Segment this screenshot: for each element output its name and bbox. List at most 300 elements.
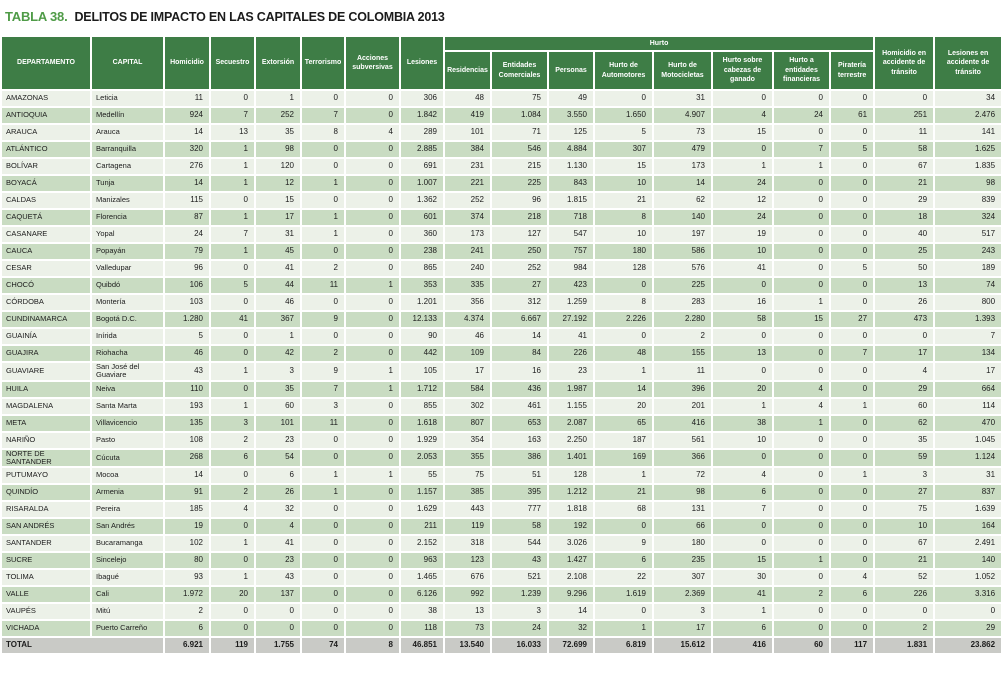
cell-acciones-subversivas: 0	[346, 176, 399, 191]
cell-homicidio: 103	[165, 295, 209, 310]
cell-hurto-residencias: 807	[445, 416, 490, 431]
cell-lesiones-accidente-transito: 114	[935, 399, 1001, 414]
cell-acciones-subversivas: 0	[346, 244, 399, 259]
cell-departamento: SUCRE	[2, 553, 90, 568]
cell-hurto-automotores: 8	[595, 210, 652, 225]
table-row	[2, 295, 1001, 310]
cell-secuestro: 2	[211, 485, 254, 500]
cell-lesiones: 289	[401, 125, 443, 140]
cell-lesiones-accidente-transito: 1.835	[935, 159, 1001, 174]
table-row	[2, 519, 1001, 534]
table-number-label: TABLA 38.	[5, 9, 68, 24]
cell-hurto-personas: 23	[549, 363, 593, 380]
cell-homicidio-accidente-transito: 21	[875, 176, 933, 191]
cell-homicidio: 19	[165, 519, 209, 534]
cell-hurto-entidades-financieras: 0	[774, 278, 829, 293]
cell-homicidio-accidente-transito: 60	[875, 399, 933, 414]
cell-homicidio-accidente-transito: 27	[875, 485, 933, 500]
cell-acciones-subversivas: 0	[346, 416, 399, 431]
cell-capital: Ibagué	[92, 570, 163, 585]
cell-homicidio-accidente-transito: 29	[875, 382, 933, 397]
cell-pirateria-terrestre: 27	[831, 312, 873, 327]
cell-homicidio: 24	[165, 227, 209, 242]
cell-acciones-subversivas: 0	[346, 329, 399, 344]
cell-homicidio: 14	[165, 176, 209, 191]
cell-extorsion: 4	[256, 519, 300, 534]
cell-terrorismo: 1	[302, 210, 344, 225]
cell-capital: Mocoa	[92, 468, 163, 483]
cell-hurto-motocicletas: 225	[654, 278, 711, 293]
cell-hurto-entidades-financieras: 0	[774, 485, 829, 500]
cell-homicidio-accidente-transito: 62	[875, 416, 933, 431]
cell-homicidio-accidente-transito: 58	[875, 142, 933, 157]
cell-acciones-subversivas: 0	[346, 312, 399, 327]
total-homicidio: 6.921	[165, 638, 209, 653]
table-title	[0, 0, 1001, 26]
cell-extorsion: 252	[256, 108, 300, 123]
cell-terrorismo: 1	[302, 485, 344, 500]
cell-homicidio: 276	[165, 159, 209, 174]
total-hurto-motocicletas: 15.612	[654, 638, 711, 653]
table-row	[2, 125, 1001, 140]
cell-lesiones-accidente-transito: 517	[935, 227, 1001, 242]
cell-capital: Santa Marta	[92, 399, 163, 414]
cell-hurto-cabezas-ganado: 4	[713, 108, 772, 123]
col-header-homicidio: Homicidio	[165, 37, 209, 89]
cell-lesiones: 601	[401, 210, 443, 225]
cell-hurto-entidades-financieras: 0	[774, 604, 829, 619]
cell-pirateria-terrestre: 0	[831, 91, 873, 106]
cell-secuestro: 0	[211, 621, 254, 636]
cell-extorsion: 35	[256, 125, 300, 140]
cell-hurto-automotores: 9	[595, 536, 652, 551]
cell-hurto-entidades-financieras: 0	[774, 502, 829, 517]
table-row	[2, 261, 1001, 276]
total-acciones-subversivas: 8	[346, 638, 399, 653]
cell-extorsion: 43	[256, 570, 300, 585]
cell-capital: Pereira	[92, 502, 163, 517]
cell-lesiones-accidente-transito: 164	[935, 519, 1001, 534]
cell-secuestro: 6	[211, 450, 254, 467]
table-body	[2, 91, 1001, 653]
cell-hurto-entidades-comerciales: 521	[492, 570, 547, 585]
cell-capital: Mitú	[92, 604, 163, 619]
total-label: TOTAL	[2, 638, 163, 653]
cell-hurto-entidades-comerciales: 252	[492, 261, 547, 276]
table-row	[2, 363, 1001, 380]
cell-pirateria-terrestre: 61	[831, 108, 873, 123]
cell-hurto-entidades-comerciales: 16	[492, 363, 547, 380]
cell-hurto-motocicletas: 14	[654, 176, 711, 191]
cell-homicidio: 79	[165, 244, 209, 259]
cell-departamento: SAN ANDRÉS	[2, 519, 90, 534]
cell-lesiones-accidente-transito: 1.052	[935, 570, 1001, 585]
cell-hurto-motocicletas: 197	[654, 227, 711, 242]
cell-hurto-entidades-comerciales: 218	[492, 210, 547, 225]
cell-hurto-entidades-comerciales: 1.239	[492, 587, 547, 602]
total-homicidio-accidente-transito: 1.831	[875, 638, 933, 653]
cell-homicidio: 268	[165, 450, 209, 467]
table-row	[2, 604, 1001, 619]
cell-homicidio: 924	[165, 108, 209, 123]
cell-departamento: PUTUMAYO	[2, 468, 90, 483]
cell-terrorismo: 0	[302, 450, 344, 467]
cell-hurto-entidades-financieras: 1	[774, 553, 829, 568]
cell-terrorismo: 0	[302, 244, 344, 259]
cell-extorsion: 12	[256, 176, 300, 191]
col-header-hurto-residencias: Residencias	[445, 52, 490, 89]
col-header-secuestro: Secuestro	[211, 37, 254, 89]
cell-departamento: CUNDINAMARCA	[2, 312, 90, 327]
cell-hurto-personas: 2.087	[549, 416, 593, 431]
cell-homicidio-accidente-transito: 3	[875, 468, 933, 483]
cell-homicidio: 320	[165, 142, 209, 157]
cell-hurto-residencias: 302	[445, 399, 490, 414]
total-hurto-entidades-financieras: 60	[774, 638, 829, 653]
cell-lesiones: 211	[401, 519, 443, 534]
cell-acciones-subversivas: 1	[346, 468, 399, 483]
cell-hurto-residencias: 318	[445, 536, 490, 551]
cell-extorsion: 3	[256, 363, 300, 380]
cell-hurto-motocicletas: 73	[654, 125, 711, 140]
cell-acciones-subversivas: 0	[346, 621, 399, 636]
cell-hurto-entidades-financieras: 0	[774, 227, 829, 242]
cell-hurto-automotores: 169	[595, 450, 652, 467]
cell-secuestro: 1	[211, 570, 254, 585]
table-row	[2, 570, 1001, 585]
cell-pirateria-terrestre: 7	[831, 346, 873, 361]
cell-homicidio-accidente-transito: 251	[875, 108, 933, 123]
cell-lesiones: 1.929	[401, 433, 443, 448]
cell-homicidio-accidente-transito: 35	[875, 433, 933, 448]
cell-hurto-automotores: 2.226	[595, 312, 652, 327]
cell-terrorismo: 1	[302, 227, 344, 242]
cell-pirateria-terrestre: 0	[831, 519, 873, 534]
cell-hurto-entidades-financieras: 0	[774, 346, 829, 361]
cell-secuestro: 7	[211, 227, 254, 242]
cell-capital: Barranquilla	[92, 142, 163, 157]
cell-acciones-subversivas: 0	[346, 519, 399, 534]
cell-homicidio-accidente-transito: 59	[875, 450, 933, 467]
cell-hurto-automotores: 1.619	[595, 587, 652, 602]
cell-hurto-personas: 757	[549, 244, 593, 259]
cell-lesiones: 306	[401, 91, 443, 106]
cell-lesiones: 442	[401, 346, 443, 361]
cell-lesiones-accidente-transito: 324	[935, 210, 1001, 225]
cell-hurto-cabezas-ganado: 6	[713, 621, 772, 636]
cell-departamento: BOYACÁ	[2, 176, 90, 191]
page-title: DELITOS DE IMPACTO EN LAS CAPITALES DE COLOMBIA 2013	[74, 10, 445, 24]
cell-pirateria-terrestre: 1	[831, 399, 873, 414]
cell-hurto-automotores: 65	[595, 416, 652, 431]
cell-homicidio-accidente-transito: 226	[875, 587, 933, 602]
cell-hurto-automotores: 1	[595, 621, 652, 636]
cell-departamento: RISARALDA	[2, 502, 90, 517]
cell-acciones-subversivas: 0	[346, 193, 399, 208]
cell-departamento: CESAR	[2, 261, 90, 276]
cell-homicidio-accidente-transito: 75	[875, 502, 933, 517]
cell-capital: Popayán	[92, 244, 163, 259]
table-row	[2, 346, 1001, 361]
cell-homicidio-accidente-transito: 4	[875, 363, 933, 380]
cell-hurto-motocicletas: 366	[654, 450, 711, 467]
cell-lesiones-accidente-transito: 3.316	[935, 587, 1001, 602]
cell-secuestro: 0	[211, 604, 254, 619]
cell-departamento: ATLÁNTICO	[2, 142, 90, 157]
cell-extorsion: 101	[256, 416, 300, 431]
cell-homicidio-accidente-transito: 67	[875, 536, 933, 551]
cell-hurto-entidades-comerciales: 1.084	[492, 108, 547, 123]
cell-hurto-personas: 1.815	[549, 193, 593, 208]
cell-hurto-cabezas-ganado: 6	[713, 485, 772, 500]
cell-extorsion: 42	[256, 346, 300, 361]
cell-extorsion: 44	[256, 278, 300, 293]
cell-acciones-subversivas: 0	[346, 346, 399, 361]
cell-hurto-cabezas-ganado: 0	[713, 519, 772, 534]
cell-pirateria-terrestre: 1	[831, 468, 873, 483]
cell-hurto-automotores: 21	[595, 485, 652, 500]
cell-hurto-motocicletas: 576	[654, 261, 711, 276]
cell-hurto-motocicletas: 2.369	[654, 587, 711, 602]
cell-hurto-motocicletas: 62	[654, 193, 711, 208]
cell-hurto-entidades-comerciales: 14	[492, 329, 547, 344]
cell-lesiones: 1.712	[401, 382, 443, 397]
cell-terrorismo: 0	[302, 142, 344, 157]
cell-terrorismo: 1	[302, 468, 344, 483]
cell-lesiones-accidente-transito: 98	[935, 176, 1001, 191]
cell-extorsion: 17	[256, 210, 300, 225]
cell-pirateria-terrestre: 0	[831, 450, 873, 467]
cell-hurto-automotores: 1	[595, 468, 652, 483]
cell-extorsion: 23	[256, 433, 300, 448]
cell-hurto-residencias: 75	[445, 468, 490, 483]
cell-departamento: GUAINÍA	[2, 329, 90, 344]
cell-pirateria-terrestre: 0	[831, 536, 873, 551]
cell-hurto-entidades-financieras: 1	[774, 295, 829, 310]
cell-terrorismo: 8	[302, 125, 344, 140]
cell-lesiones-accidente-transito: 29	[935, 621, 1001, 636]
cell-capital: Arauca	[92, 125, 163, 140]
cell-hurto-motocicletas: 561	[654, 433, 711, 448]
cell-hurto-motocicletas: 586	[654, 244, 711, 259]
cell-hurto-entidades-financieras: 0	[774, 125, 829, 140]
cell-homicidio: 43	[165, 363, 209, 380]
cell-lesiones: 963	[401, 553, 443, 568]
cell-hurto-cabezas-ganado: 13	[713, 346, 772, 361]
cell-homicidio: 5	[165, 329, 209, 344]
cell-terrorismo: 0	[302, 553, 344, 568]
cell-lesiones: 1.201	[401, 295, 443, 310]
cell-departamento: CAQUETÁ	[2, 210, 90, 225]
cell-hurto-cabezas-ganado: 15	[713, 553, 772, 568]
cell-extorsion: 137	[256, 587, 300, 602]
total-row	[2, 638, 1001, 653]
cell-hurto-entidades-financieras: 0	[774, 536, 829, 551]
cell-terrorismo: 11	[302, 416, 344, 431]
cell-hurto-cabezas-ganado: 24	[713, 176, 772, 191]
cell-pirateria-terrestre: 6	[831, 587, 873, 602]
cell-hurto-personas: 32	[549, 621, 593, 636]
cell-hurto-entidades-comerciales: 3	[492, 604, 547, 619]
cell-hurto-entidades-financieras: 24	[774, 108, 829, 123]
cell-homicidio: 14	[165, 468, 209, 483]
cell-hurto-entidades-comerciales: 312	[492, 295, 547, 310]
cell-hurto-cabezas-ganado: 19	[713, 227, 772, 242]
cell-hurto-motocicletas: 201	[654, 399, 711, 414]
cell-hurto-entidades-financieras: 0	[774, 261, 829, 276]
cell-capital: Medellín	[92, 108, 163, 123]
cell-hurto-entidades-financieras: 0	[774, 210, 829, 225]
cell-homicidio: 185	[165, 502, 209, 517]
cell-homicidio: 110	[165, 382, 209, 397]
cell-hurto-personas: 3.550	[549, 108, 593, 123]
cell-acciones-subversivas: 1	[346, 382, 399, 397]
cell-homicidio-accidente-transito: 0	[875, 91, 933, 106]
cell-homicidio: 87	[165, 210, 209, 225]
cell-departamento: MAGDALENA	[2, 399, 90, 414]
cell-extorsion: 1	[256, 91, 300, 106]
crime-statistics-table	[0, 35, 1001, 655]
cell-hurto-entidades-comerciales: 51	[492, 468, 547, 483]
cell-hurto-residencias: 676	[445, 570, 490, 585]
cell-homicidio: 6	[165, 621, 209, 636]
cell-hurto-personas: 128	[549, 468, 593, 483]
col-header-hurto-cabezas-ganado: Hurto sobre cabezas de ganado	[713, 52, 772, 89]
cell-hurto-residencias: 384	[445, 142, 490, 157]
cell-hurto-motocicletas: 283	[654, 295, 711, 310]
cell-extorsion: 0	[256, 621, 300, 636]
cell-hurto-entidades-comerciales: 461	[492, 399, 547, 414]
cell-homicidio-accidente-transito: 29	[875, 193, 933, 208]
cell-hurto-cabezas-ganado: 15	[713, 125, 772, 140]
cell-hurto-cabezas-ganado: 1	[713, 159, 772, 174]
cell-capital: Quibdó	[92, 278, 163, 293]
cell-hurto-entidades-financieras: 1	[774, 416, 829, 431]
cell-pirateria-terrestre: 0	[831, 621, 873, 636]
cell-hurto-residencias: 584	[445, 382, 490, 397]
cell-hurto-automotores: 6	[595, 553, 652, 568]
cell-lesiones: 865	[401, 261, 443, 276]
cell-hurto-cabezas-ganado: 0	[713, 536, 772, 551]
cell-capital: Yopal	[92, 227, 163, 242]
cell-hurto-cabezas-ganado: 7	[713, 502, 772, 517]
cell-acciones-subversivas: 0	[346, 587, 399, 602]
cell-secuestro: 0	[211, 193, 254, 208]
table-row	[2, 227, 1001, 242]
table-row	[2, 210, 1001, 225]
cell-acciones-subversivas: 0	[346, 502, 399, 517]
cell-acciones-subversivas: 0	[346, 142, 399, 157]
cell-hurto-cabezas-ganado: 0	[713, 278, 772, 293]
table-row	[2, 142, 1001, 157]
cell-terrorismo: 0	[302, 193, 344, 208]
cell-hurto-cabezas-ganado: 0	[713, 329, 772, 344]
cell-hurto-motocicletas: 396	[654, 382, 711, 397]
cell-hurto-cabezas-ganado: 4	[713, 468, 772, 483]
cell-capital: Riohacha	[92, 346, 163, 361]
cell-pirateria-terrestre: 0	[831, 125, 873, 140]
cell-lesiones-accidente-transito: 2.476	[935, 108, 1001, 123]
total-hurto-personas: 72.699	[549, 638, 593, 653]
cell-lesiones: 1.629	[401, 502, 443, 517]
cell-lesiones: 1.157	[401, 485, 443, 500]
cell-homicidio-accidente-transito: 13	[875, 278, 933, 293]
cell-hurto-automotores: 48	[595, 346, 652, 361]
cell-homicidio-accidente-transito: 21	[875, 553, 933, 568]
cell-hurto-cabezas-ganado: 1	[713, 604, 772, 619]
cell-departamento: TOLIMA	[2, 570, 90, 585]
cell-secuestro: 1	[211, 536, 254, 551]
cell-terrorismo: 0	[302, 570, 344, 585]
cell-lesiones-accidente-transito: 0	[935, 604, 1001, 619]
cell-capital: San José del Guaviare	[92, 363, 163, 380]
total-hurto-entidades-comerciales: 16.033	[492, 638, 547, 653]
cell-lesiones: 55	[401, 468, 443, 483]
cell-terrorismo: 7	[302, 382, 344, 397]
cell-lesiones-accidente-transito: 7	[935, 329, 1001, 344]
cell-homicidio: 80	[165, 553, 209, 568]
cell-hurto-cabezas-ganado: 10	[713, 244, 772, 259]
cell-secuestro: 4	[211, 502, 254, 517]
cell-extorsion: 120	[256, 159, 300, 174]
cell-homicidio-accidente-transito: 25	[875, 244, 933, 259]
cell-secuestro: 1	[211, 142, 254, 157]
cell-homicidio-accidente-transito: 52	[875, 570, 933, 585]
cell-departamento: ANTIOQUIA	[2, 108, 90, 123]
cell-hurto-automotores: 180	[595, 244, 652, 259]
cell-hurto-residencias: 101	[445, 125, 490, 140]
cell-homicidio-accidente-transito: 10	[875, 519, 933, 534]
cell-terrorismo: 2	[302, 346, 344, 361]
cell-capital: Bogotá D.C.	[92, 312, 163, 327]
cell-lesiones-accidente-transito: 470	[935, 416, 1001, 431]
cell-terrorismo: 0	[302, 295, 344, 310]
cell-hurto-motocicletas: 131	[654, 502, 711, 517]
cell-lesiones: 1.842	[401, 108, 443, 123]
cell-hurto-entidades-comerciales: 75	[492, 91, 547, 106]
cell-homicidio-accidente-transito: 50	[875, 261, 933, 276]
cell-acciones-subversivas: 0	[346, 536, 399, 551]
cell-hurto-automotores: 187	[595, 433, 652, 448]
cell-capital: Cúcuta	[92, 450, 163, 467]
cell-hurto-entidades-comerciales: 163	[492, 433, 547, 448]
cell-hurto-residencias: 419	[445, 108, 490, 123]
cell-hurto-motocicletas: 307	[654, 570, 711, 585]
cell-hurto-automotores: 68	[595, 502, 652, 517]
cell-secuestro: 13	[211, 125, 254, 140]
cell-hurto-automotores: 1	[595, 363, 652, 380]
cell-hurto-residencias: 252	[445, 193, 490, 208]
cell-hurto-motocicletas: 155	[654, 346, 711, 361]
table-row	[2, 193, 1001, 208]
cell-secuestro: 0	[211, 346, 254, 361]
total-secuestro: 119	[211, 638, 254, 653]
cell-terrorismo: 0	[302, 159, 344, 174]
cell-hurto-entidades-comerciales: 58	[492, 519, 547, 534]
cell-lesiones-accidente-transito: 134	[935, 346, 1001, 361]
cell-lesiones-accidente-transito: 243	[935, 244, 1001, 259]
cell-hurto-residencias: 13	[445, 604, 490, 619]
cell-hurto-entidades-comerciales: 84	[492, 346, 547, 361]
cell-secuestro: 0	[211, 261, 254, 276]
cell-lesiones: 2.885	[401, 142, 443, 157]
cell-hurto-cabezas-ganado: 1	[713, 399, 772, 414]
cell-hurto-residencias: 173	[445, 227, 490, 242]
cell-departamento: VALLE	[2, 587, 90, 602]
cell-lesiones: 691	[401, 159, 443, 174]
table-row	[2, 399, 1001, 414]
cell-hurto-motocicletas: 235	[654, 553, 711, 568]
